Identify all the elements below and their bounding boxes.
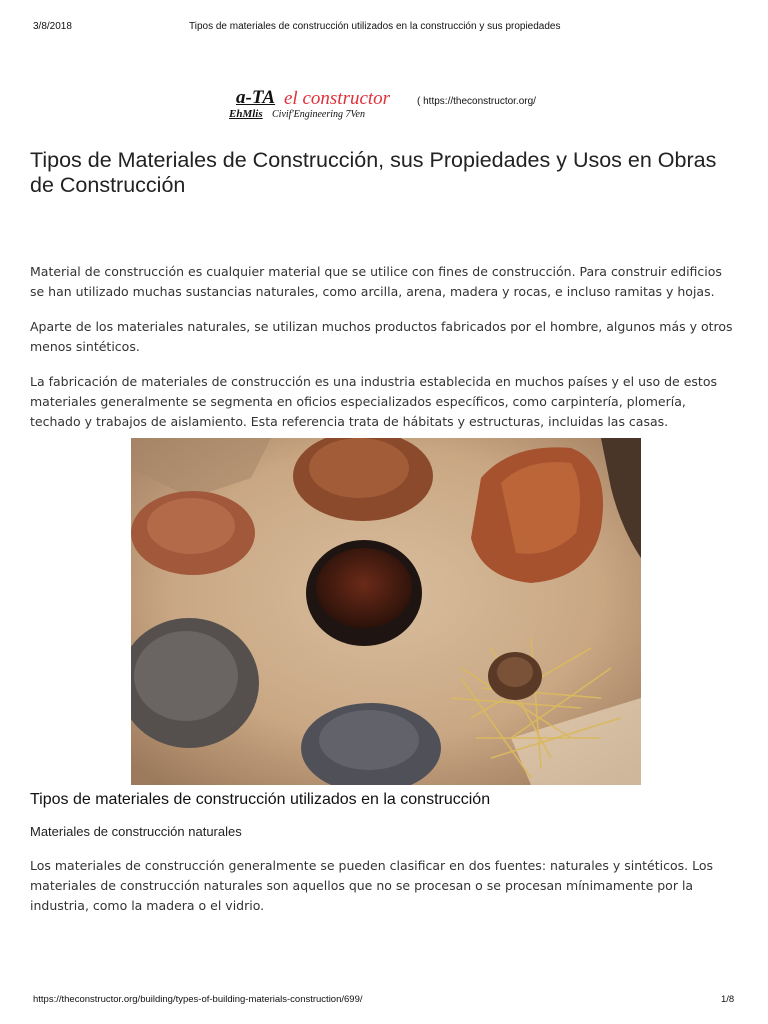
print-footer-url[interactable]: https://theconstructor.org/building/types-of-building-materials-construction/699/ xyxy=(33,994,363,1005)
building-materials-photo xyxy=(131,438,641,785)
print-header-title: Tipos de materiales de construcción utilizados en la construcción y sus propiedades xyxy=(189,21,561,32)
logo-name: el constructor xyxy=(284,88,391,109)
section-paragraph: Los materiales de construcción generalmente se pueden clasificar en dos fuentes: naturales y sintéticos. Los materiales de construcción naturales son aquellos que no se procesan o se procesan mínimamente por la industria, como la madera o el vidrio. xyxy=(30,858,713,913)
logo-url[interactable]: ( https://theconstructor.org/ xyxy=(417,96,536,107)
site-logo[interactable] xyxy=(228,87,398,123)
section-heading: Tipos de materiales de construcción utilizados en la construcción xyxy=(30,791,491,808)
print-footer-page: 1/8 xyxy=(721,994,735,1005)
article-title: Tipos de Materiales de Construcción, sus Propiedades y Usos en Obras de Construcción xyxy=(30,148,717,197)
logo-brand: a-TA xyxy=(236,87,276,108)
logo-author: EhMlis xyxy=(229,108,263,120)
article-paragraph-1: Material de construcción es cualquier material que se utilice con fines de construcción. Para construir edificios se han utilizado muchas sustancias naturales, como arcilla, arena, madera y rocas, e incluso ramitas y hojas. xyxy=(30,264,722,299)
print-header-date: 3/8/2018 xyxy=(33,21,72,32)
article-paragraph-3: La fabricación de materiales de construcción es una industria establecida en muchos países y el uso de estos materiales generalmente se segmenta en oficios especializados específicos, como carpintería, plomería, techado y trabajos de aislamiento. Esta referencia trata de hábitats y estructuras, incluidas las casas. xyxy=(30,374,717,429)
subsection-heading: Materiales de construcción naturales xyxy=(30,824,242,839)
logo-tagline: Civif'Engineering 7Ven xyxy=(272,109,365,120)
article-paragraph-2: Aparte de los materiales naturales, se utilizan muchos productos fabricados por el hombre, algunos más y otros menos sintéticos. xyxy=(30,319,733,354)
